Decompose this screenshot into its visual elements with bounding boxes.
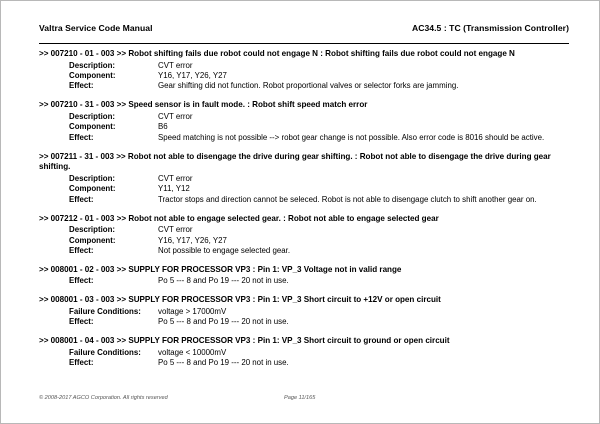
detail-row [69, 246, 573, 256]
detail-value: Not possible to engage selected gear. [158, 245, 291, 255]
detail-value: B6 [158, 122, 168, 132]
manual-title: Valtra Service Code Manual [39, 23, 153, 33]
detail-row [69, 225, 573, 235]
detail-value: Po 5 --- 8 and Po 19 --- 20 not in use. [158, 317, 289, 327]
fault-code-detail-rows [39, 174, 573, 205]
fault-code-detail-rows [39, 112, 573, 143]
detail-value: Tractor stops and direction cannot be seleced. Robot is not able to disengage clutch to shift another gear on. [158, 194, 537, 204]
detail-value: voltage > 17000mV [158, 306, 227, 316]
detail-value: CVT error [158, 60, 193, 70]
fault-code-entry [39, 295, 573, 327]
detail-label: Component: [69, 122, 116, 132]
detail-row [69, 358, 573, 368]
fault-code-entry [39, 336, 573, 368]
copyright-notice: © 2008-2017 AGCO Corporation. All rights reserved [39, 395, 168, 401]
detail-value: CVT error [158, 111, 193, 121]
fault-code-title: >> 008001 - 03 - 003 >> SUPPLY FOR PROCESSOR VP3 : Pin 1: VP_3 Short circuit to +12V or open circuit [39, 295, 441, 305]
detail-row [69, 236, 573, 246]
detail-value: Gear shifting did not function. Robot proportional valves or selector forks are jamming. [158, 81, 459, 91]
detail-value: Y11, Y12 [158, 184, 190, 194]
detail-row [69, 184, 573, 194]
detail-row [69, 71, 573, 81]
detail-row [69, 122, 573, 132]
detail-label: Component: [69, 184, 116, 194]
fault-code-detail-rows [39, 348, 573, 369]
detail-row [69, 81, 573, 91]
detail-label: Effect: [69, 245, 94, 255]
detail-row [69, 307, 573, 317]
fault-code-title: >> 008001 - 04 - 003 >> SUPPLY FOR PROCESSOR VP3 : Pin 1: VP_3 Short circuit to ground or open circuit [39, 336, 450, 346]
detail-value: voltage < 10000mV [158, 347, 227, 357]
detail-label: Effect: [69, 132, 94, 142]
detail-label: Failure Conditions: [69, 347, 141, 357]
detail-row [69, 133, 573, 143]
fault-code-detail-rows [39, 225, 573, 256]
fault-code-entry [39, 100, 573, 143]
detail-value: CVT error [158, 173, 193, 183]
fault-code-entry [39, 214, 573, 257]
detail-label: Effect: [69, 194, 94, 204]
fault-code-title: >> 007210 - 31 - 003 >> Speed sensor is in fault mode. : Robot shift speed match error [39, 100, 368, 110]
fault-code-entry [39, 49, 573, 92]
detail-label: Description: [69, 60, 116, 70]
detail-label: Failure Conditions: [69, 306, 141, 316]
detail-label: Description: [69, 173, 116, 183]
detail-label: Effect: [69, 276, 94, 286]
detail-row [69, 112, 573, 122]
detail-row [69, 317, 573, 327]
detail-row [69, 276, 573, 286]
detail-label: Effect: [69, 81, 94, 91]
fault-code-detail-rows [39, 307, 573, 328]
fault-code-title: >> 007210 - 01 - 003 >> Robot shifting fails due robot could not engage N : Robot shifting fails due robot could not engage N [39, 49, 515, 58]
fault-code-title: >> 007211 - 31 - 003 >> Robot not able to disengage the drive during gear shifting. : Robot not able to disengage the drive during gear shifting. [39, 151, 551, 172]
fault-code-title: >> 008001 - 02 - 003 >> SUPPLY FOR PROCESSOR VP3 : Pin 1: VP_3 Voltage not in valid range [39, 264, 402, 274]
fault-code-entry [39, 152, 573, 205]
section-title: AC34.5 : TC (Transmission Controller) [411, 23, 569, 33]
page-footer [39, 395, 569, 407]
detail-value: Y16, Y17, Y26, Y27 [158, 71, 227, 80]
detail-label: Component: [69, 71, 116, 80]
fault-code-title: >> 007212 - 01 - 003 >> Robot not able to engage selected gear. : Robot not able to engage selected gear [39, 213, 439, 223]
detail-label: Effect: [69, 358, 94, 368]
page-number: Page 11/165 [284, 395, 316, 401]
page-header [39, 23, 569, 44]
detail-value: Po 5 --- 8 and Po 19 --- 20 not in use. [158, 358, 289, 368]
detail-label: Description: [69, 225, 116, 235]
detail-value: Y16, Y17, Y26, Y27 [158, 235, 227, 245]
fault-code-list [39, 49, 573, 383]
detail-row [69, 61, 573, 71]
detail-value: CVT error [158, 225, 193, 235]
detail-row [69, 195, 573, 205]
fault-code-detail-rows [39, 61, 573, 92]
detail-value: Po 5 --- 8 and Po 19 --- 20 not in use. [158, 276, 289, 286]
fault-code-detail-rows [39, 276, 573, 286]
detail-label: Effect: [69, 317, 94, 327]
detail-row [69, 348, 573, 358]
detail-value: Speed matching is not possible --> robot gear change is not possible. Also error code is 8016 should be active. [158, 132, 545, 142]
detail-label: Component: [69, 235, 116, 245]
fault-code-entry [39, 265, 573, 287]
detail-row [69, 174, 573, 184]
detail-label: Description: [69, 111, 116, 121]
